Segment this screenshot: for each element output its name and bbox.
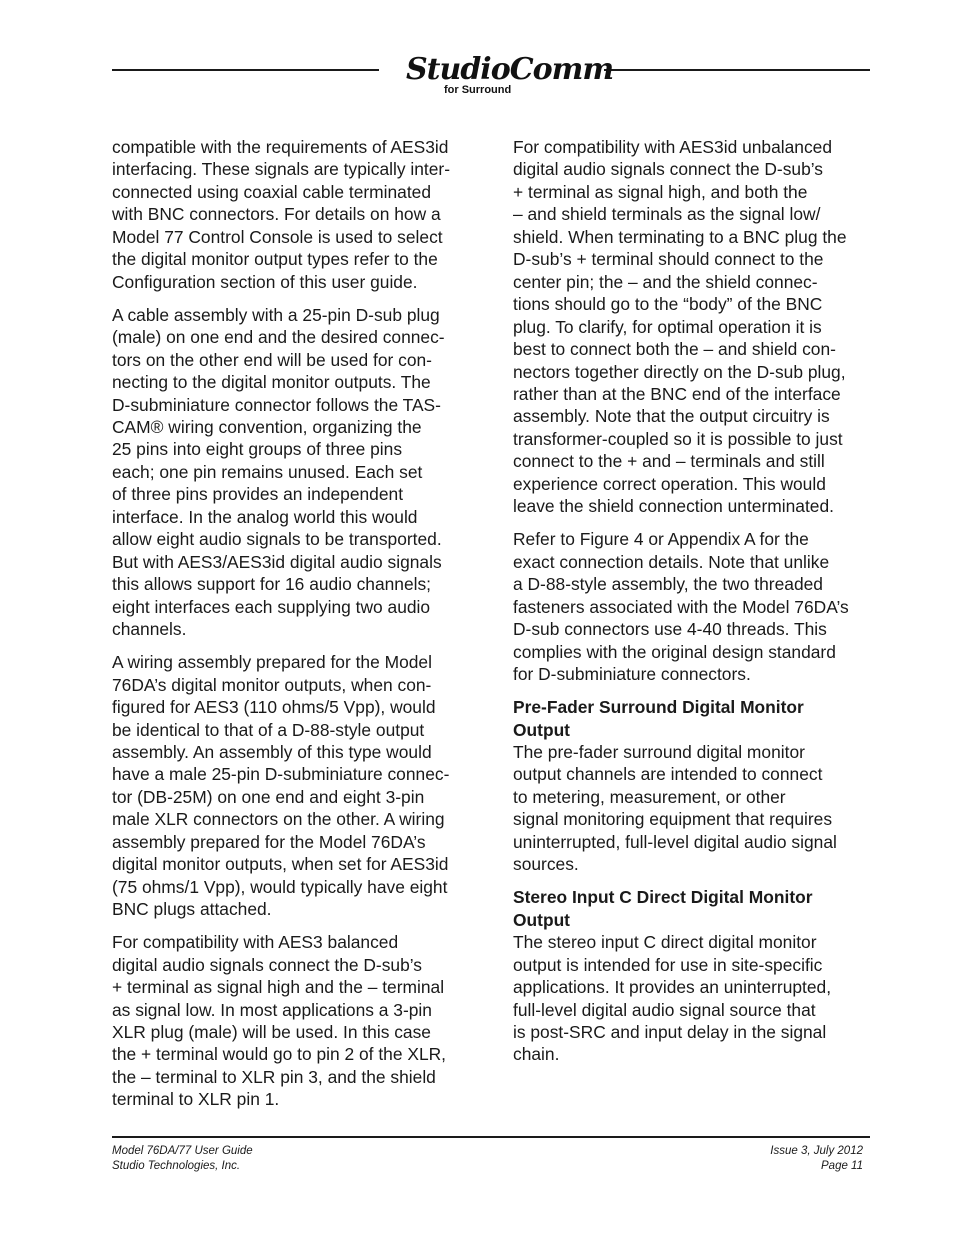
- text-line: as signal low. In most applications a 3-pin: [112, 999, 432, 1020]
- text-line: BNC plugs attached.: [112, 899, 272, 920]
- paragraph: [112, 136, 482, 293]
- paragraph: [112, 931, 482, 1111]
- text-line: 76DA’s digital monitor outputs, when con-: [112, 674, 432, 695]
- text-line: Model 77 Control Console is used to select: [112, 226, 443, 247]
- paragraph: [513, 528, 878, 685]
- text-line: connected using coaxial cable terminated: [112, 181, 432, 202]
- text-line: For compatibility with AES3 balanced: [112, 932, 399, 953]
- text-line: fasteners associated with the Model 76DA’s: [513, 596, 849, 617]
- text-line: D-sub connectors use 4-40 threads. This: [513, 619, 827, 640]
- text-line: of three pins provides an independent: [112, 484, 404, 505]
- text-line: the digital monitor output types refer to the: [112, 249, 438, 270]
- text-line: (75 ohms/1 Vpp), would typically have eight: [112, 876, 448, 897]
- text-line: digital monitor outputs, when set for AES3id: [112, 854, 449, 875]
- text-line: plug. To clarify, for optimal operation it is: [513, 316, 822, 337]
- text-line: shield. When terminating to a BNC plug the: [513, 226, 847, 247]
- heading-line: Output: [513, 909, 570, 930]
- text-line: tions should go to the “body” of the BNC: [513, 294, 823, 315]
- footer-document-title: Model 76DA/77 User Guide: [112, 1145, 253, 1157]
- text-line: transformer-coupled so it is possible to just: [513, 428, 843, 449]
- text-line: the – terminal to XLR pin 3, and the shield: [112, 1066, 436, 1087]
- text-line: assembly. An assembly of this type would: [112, 741, 432, 762]
- text-line: applications. It provides an uninterrupted,: [513, 977, 832, 998]
- text-line: + terminal as signal high and the – terminal: [112, 977, 445, 998]
- paragraph: [513, 931, 878, 1066]
- text-line: each; one pin remains unused. Each set: [112, 461, 423, 482]
- heading-line: Output: [513, 719, 570, 740]
- section-heading: [513, 696, 878, 741]
- text-line: best to connect both the – and shield con-: [513, 339, 836, 360]
- heading-line: Stereo Input C Direct Digital Monitor: [513, 887, 813, 908]
- text-line: tors on the other end will be used for con-: [112, 349, 432, 370]
- text-line: be identical to that of a D-88-style output: [112, 719, 425, 740]
- logo-tagline: for Surround: [444, 84, 512, 96]
- text-line: 25 pins into eight groups of three pins: [112, 439, 403, 460]
- logo-wordmark: StudioComm: [406, 52, 614, 87]
- studiocomm-logo: [398, 50, 614, 98]
- footer-issue: Issue 3, July 2012: [770, 1145, 863, 1157]
- text-line: signal monitoring equipment that requires: [513, 809, 833, 830]
- text-line: A cable assembly with a 25-pin D-sub plug: [112, 304, 440, 325]
- text-line: D-sub’s + terminal should connect to the: [513, 249, 824, 270]
- text-line: The pre-fader surround digital monitor: [513, 741, 805, 762]
- text-line: to metering, measurement, or other: [513, 786, 786, 807]
- text-line: But with AES3/AES3id digital audio signals: [112, 551, 442, 572]
- paragraph: [112, 304, 482, 641]
- text-line: nectors together directly on the D-sub plug,: [513, 361, 846, 382]
- text-line: male XLR connectors on the other. A wiring: [112, 809, 445, 830]
- text-line: with BNC connectors. For details on how a: [112, 204, 441, 225]
- text-line: sources.: [513, 854, 579, 875]
- text-line: XLR plug (male) will be used. In this case: [112, 1022, 431, 1042]
- text-line: complies with the original design standard: [513, 641, 836, 662]
- text-line: leave the shield connection unterminated.: [513, 496, 834, 517]
- paragraph: [112, 651, 482, 920]
- text-line: rather than at the BNC end of the interface: [513, 383, 841, 404]
- paragraph: [513, 136, 878, 518]
- text-line: figured for AES3 (110 ohms/5 Vpp), would: [112, 697, 436, 718]
- text-line: compatible with the requirements of AES3id: [112, 137, 449, 157]
- text-line: full-level digital audio signal source that: [513, 999, 816, 1020]
- left-column: [112, 136, 482, 1121]
- header-rule-right: [604, 69, 870, 71]
- footer-rule: [112, 1136, 870, 1138]
- right-column: [513, 136, 878, 1077]
- text-line: terminal to XLR pin 1.: [112, 1089, 280, 1110]
- text-line: digital audio signals connect the D-sub’s: [513, 159, 823, 180]
- text-line: a D-88-style assembly, the two threaded: [513, 574, 823, 595]
- text-line: The stereo input C direct digital monitor: [513, 932, 817, 953]
- footer-right: [770, 1144, 863, 1174]
- header-rule-left: [112, 69, 379, 71]
- text-line: connect to the + and – terminals and still: [513, 451, 825, 472]
- text-line: eight interfaces each supplying two audio: [112, 596, 431, 617]
- text-line: assembly prepared for the Model 76DA’s: [112, 831, 426, 852]
- text-line: center pin; the – and the shield connec-: [513, 271, 818, 292]
- text-line: interfacing. These signals are typically inter-: [112, 159, 450, 180]
- text-line: necting to the digital monitor outputs. The: [112, 372, 431, 393]
- text-line: interface. In the analog world this would: [112, 506, 418, 527]
- text-line: output is intended for use in site-specific: [513, 954, 823, 975]
- text-line: digital audio signals connect the D-sub’s: [112, 954, 422, 975]
- heading-line: Pre-Fader Surround Digital Monitor: [513, 697, 804, 718]
- text-line: Refer to Figure 4 or Appendix A for the: [513, 529, 809, 550]
- text-line: tor (DB-25M) on one end and eight 3-pin: [112, 786, 425, 807]
- text-line: + terminal as signal high, and both the: [513, 181, 808, 202]
- text-line: this allows support for 16 audio channels;: [112, 574, 432, 595]
- text-line: CAM® wiring convention, organizing the: [112, 417, 422, 438]
- text-line: is post-SRC and input delay in the signal: [513, 1022, 827, 1042]
- section-heading: [513, 886, 878, 931]
- text-line: (male) on one end and the desired connec-: [112, 327, 445, 348]
- footer-left: [112, 1144, 253, 1174]
- text-line: For compatibility with AES3id unbalanced: [513, 137, 833, 157]
- footer-company: Studio Technologies, Inc.: [112, 1160, 241, 1172]
- text-line: the + terminal would go to pin 2 of the XLR,: [112, 1044, 447, 1065]
- text-line: chain.: [513, 1044, 560, 1065]
- footer-page-number: Page 11: [821, 1160, 863, 1172]
- text-line: for D-subminiature connectors.: [513, 664, 751, 685]
- text-line: channels.: [112, 619, 187, 640]
- text-line: have a male 25-pin D-subminiature connec-: [112, 764, 450, 785]
- text-line: A wiring assembly prepared for the Model: [112, 652, 432, 673]
- paragraph: [513, 741, 878, 876]
- text-line: D-subminiature connector follows the TAS-: [112, 394, 441, 415]
- text-line: – and shield terminals as the signal low/: [513, 204, 821, 225]
- text-line: output channels are intended to connect: [513, 764, 823, 785]
- text-line: assembly. Note that the output circuitry is: [513, 406, 830, 427]
- text-line: allow eight audio signals to be transported.: [112, 529, 442, 550]
- text-line: Configuration section of this user guide.: [112, 271, 418, 292]
- text-line: exact connection details. Note that unlike: [513, 551, 830, 572]
- text-line: uninterrupted, full-level digital audio signal: [513, 831, 837, 852]
- text-line: experience correct operation. This would: [513, 473, 826, 494]
